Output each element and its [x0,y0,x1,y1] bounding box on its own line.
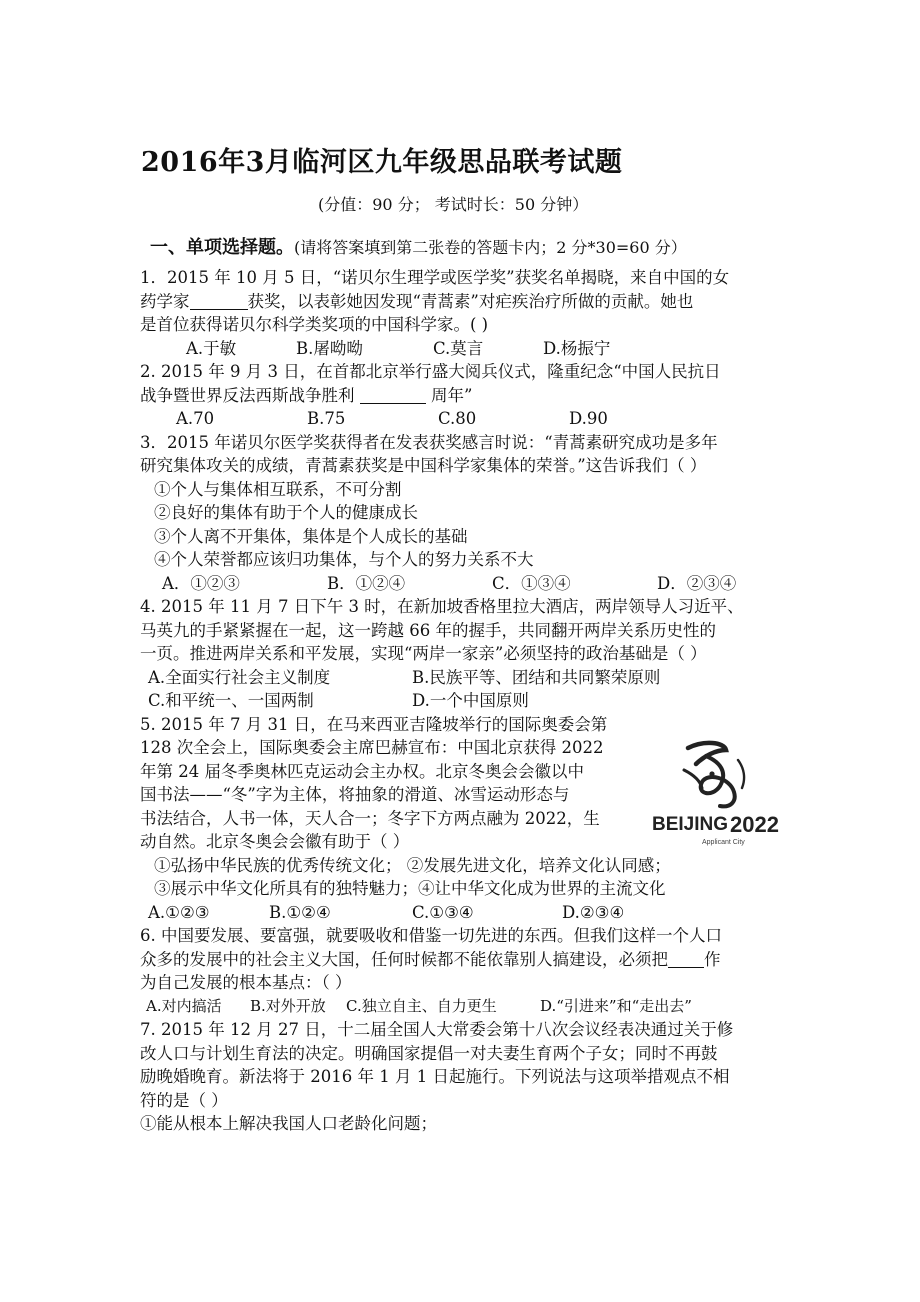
q5-line-1: 5. 2015 年 7 月 31 日，在马来西亚吉隆坡举行的国际奥委会第 [140,714,608,734]
q3-option-a: A．①②③ [162,573,240,593]
q2-line-2 [140,384,790,408]
q7-line-3: 励晚婚晚育。新法将于 2016 年 1 月 1 日起施行。下列说法与这项举措观点不相 [140,1067,730,1086]
answer-blank [190,292,248,310]
emblem-caption: Applicant City [702,839,745,846]
q5-line-5: 书法结合，人书一体，天人合一；冬字下方两点融为 2022，生 [140,808,600,828]
q1-line-2 [140,290,790,314]
q3-line-1: 3．2015 年诺贝尔医学奖获得者在发表获奖感言时说：“青蒿素研究成功是多年 [140,432,718,452]
q2-line-2b: 周年” [425,385,473,405]
exam-subtitle: (分值：90 分； 考试时长：50 分钟） [318,195,589,214]
q3-option-d: D．②③④ [657,573,737,593]
q4-option-a: A.全面实行社会主义制度 [148,667,331,687]
q1-option-b: B.屠呦呦 [296,338,363,358]
q6-line-2a: 众多的发展中的社会主义大国，任何时候都不能依靠别人搞建设，必须把 [140,949,668,969]
q4-option-b: B.民族平等、团结和共同繁荣原则 [412,667,661,687]
q6-line-2 [140,948,790,972]
q5-line-4: 国书法——“冬”字为主体，将抽象的滑道、冰雪运动形态与 [140,785,570,804]
answer-blank [668,950,704,968]
q4-options-row-1 [140,666,790,690]
q6-line-2b: 作 [704,949,721,969]
q2-option-b: B.75 [307,409,346,428]
q4-line-2: 马英九的手紧紧握在一起，这一跨越 66 年的握手，共同翻开两岸关系历史性的 [140,620,716,640]
q1-line-2b: 获奖，以表彰她因发现“青蒿素”对疟疾治疗所做的贡献。她也 [247,291,694,311]
q3-options [140,572,790,596]
exam-title: 2016年3月临河区九年级思品联考试题 [141,147,623,178]
beijing-2022-emblem [646,734,784,854]
emblem-wordmark-left: BEIJING [652,814,729,835]
q5-options [140,901,790,925]
q3-option-c: C．①③④ [492,573,571,593]
q3-statement-3: ③个人离不开集体，集体是个人成长的基础 [154,526,468,546]
q1-option-d: D.杨振宁 [543,338,611,358]
q4-option-c: C.和平统一、一国两制 [148,691,314,710]
q1-line-1: 1．2015 年 10 月 5 日，“诺贝尔生理学或医学奖”获奖名单揭晓，来自中国的女 [140,268,730,287]
q7-line-4: 符的是（ ） [140,1090,228,1110]
q4-option-d: D.一个中国原则 [412,691,529,710]
q4-line-1: 4. 2015 年 11 月 7 日下午 3 时，在新加坡香格里拉大酒店，两岸领导人习近平、 [140,597,744,616]
q7-line-2: 改人口与计划生育法的决定。明确国家提倡一对夫妻生育两个子女；同时不再鼓 [140,1043,718,1063]
q1-options [140,337,790,361]
q4-options-row-2 [140,689,790,713]
section-title: 一、单项选择题。 [150,237,294,258]
q3-line-2: 研究集体攻关的成绩，青蒿素获奖是中国科学家集体的荣誉。”这告诉我们（ ） [140,456,707,475]
q6-option-b: B.对外开放 [250,996,326,1015]
q6-line-1: 6. 中国要发展、要富强，就要吸收和借鉴一切先进的东西。但我们这样一个人口 [140,926,722,945]
section-heading [150,233,687,259]
q5-line-6: 动自然。北京冬奥会会徽有助于（ ） [140,832,410,851]
q5-line-2: 128 次全会上，国际奥委会主席巴赫宣布：中国北京获得 2022 [140,738,604,757]
q4-line-3: 一页。推进两岸关系和平发展，实现“两岸一家亲”必须坚持的政治基础是（ ） [140,644,707,663]
q2-option-d: D.90 [569,409,608,428]
q2-option-a: A.70 [176,409,215,428]
section-note: (请将答案填到第二张卷的答题卡内；2 分*30=60 分） [294,238,687,257]
q1-line-2a: 药学家 [140,291,190,311]
q2-options [140,407,790,431]
q3-statement-4: ④个人荣誉都应该归功集体，与个人的努力关系不大 [154,550,534,569]
q5-statement-2: ③展示中华文化所具有的独特魅力；④让中华文化成为世界的主流文化 [154,879,666,898]
emblem-wordmark-right: 2022 [730,812,779,837]
q5-option-c: C.①③④ [412,902,474,922]
emblem-graphic [646,734,784,854]
q6-line-3: 为自己发展的根本基点：（ ） [140,973,352,992]
q2-line-1: 2. 2015 年 9 月 3 日，在首都北京举行盛大阅兵仪式，隆重纪念“中国人民抗日 [140,362,721,381]
q5-statement-1: ①弘扬中华民族的优秀传统文化； ②发展先进文化，培养文化认同感； [154,855,671,875]
answer-blank [360,386,426,404]
q5-line-3: 年第 24 届冬季奥林匹克运动会主办权。北京冬奥会会徽以中 [140,761,584,781]
q6-options [140,995,790,1019]
q1-option-a: A.于敏 [186,338,237,358]
q1-line-3: 是首位获得诺贝尔科学类奖项的中国科学家。( ) [140,315,489,334]
q7-statement-1: ①能从根本上解决我国人口老龄化问题； [140,1114,437,1133]
q5-option-a: A.①②③ [148,902,210,922]
q3-statement-1: ①个人与集体相互联系，不可分割 [154,479,402,499]
questions-body [140,266,790,1136]
q6-option-d: D.“引进来”和“走出去” [540,996,692,1015]
q6-option-c: C.独立自主、自力更生 [346,996,497,1015]
q5-option-b: B.①②④ [269,902,331,922]
q2-line-2a: 战争暨世界反法西斯战争胜利 [140,385,360,405]
q7-line-1: 7. 2015 年 12 月 27 日，十二届全国人大常委会第十八次会议经表决通过关于修 [140,1020,734,1039]
q3-option-b: B．①②④ [327,573,406,593]
q5-option-d: D.②③④ [562,902,625,922]
q3-statement-2: ②良好的集体有助于个人的健康成长 [154,503,418,522]
q2-option-c: C.80 [438,409,477,428]
q6-option-a: A.对内搞活 [146,996,222,1015]
q1-option-c: C.莫言 [433,338,484,358]
